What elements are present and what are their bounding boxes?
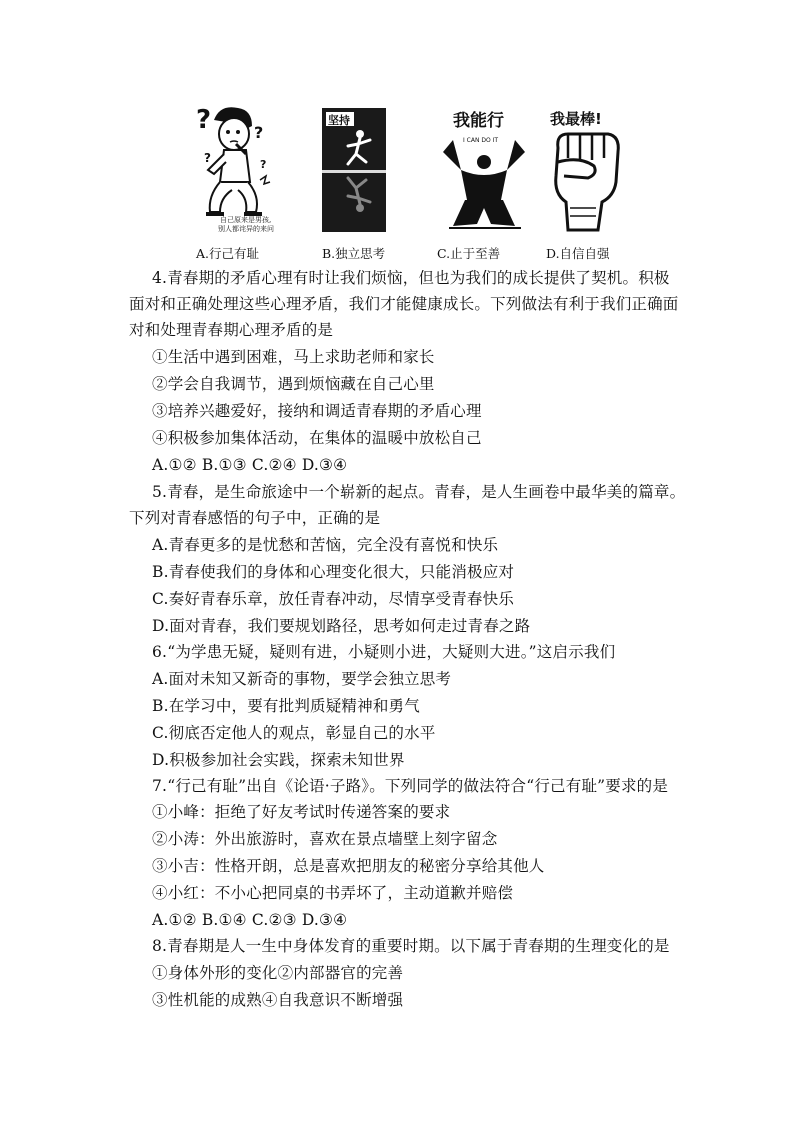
caption-c: C.止于至善 [437,246,501,261]
q6-stem-line-1: 6.“为学患无疑，疑则有进，小疑则小进，大疑则大进。”这启示我们 [152,643,616,661]
q8-stem-line-1: 8.青春期是人一生中身体发育的重要时期。以下属于青春期的生理变化的是 [152,937,670,955]
q7-item-3: ③小吉：性格开朗，总是喜欢把朋友的秘密分享给其他人 [152,857,545,875]
q7-item-4: ④小红：不小心把同桌的书弄坏了，主动道歉并赔偿 [152,884,514,902]
svg-text:别人都诧异的来问: 别人都诧异的来问 [218,225,274,233]
picture-strip [190,100,650,240]
q5-stem-line-1: 5.青春，是生命旅途中一个崭新的起点。青春，是人生画卷中最华美的篇章。 [152,483,686,501]
picture-b [320,100,390,240]
q4-item-4: ④积极参加集体活动，在集体的温暖中放松自己 [152,429,482,447]
kneeling-man-icon [435,100,535,240]
q4-stem-line-3: 对和处理青春期心理矛盾的是 [129,321,334,339]
q6-option-c: C.彻底否定他人的观点，彰显自己的水平 [152,724,436,742]
q6-option-a: A.面对未知又新奇的事物，要学会独立思考 [152,670,452,688]
q4-item-3: ③培养兴趣爱好，接纳和调适青春期的矛盾心理 [152,402,482,420]
picture-a [190,100,290,240]
q5-option-a: A.青春更多的是忧愁和苦恼，完全没有喜悦和快乐 [152,536,499,554]
caption-d: D.自信自强 [546,246,610,261]
q5-option-b: B.青春使我们的身体和心理变化很大，只能消极应对 [152,563,515,581]
q8-item-1: ①身体外形的变化②内部器官的完善 [152,964,404,982]
q7-stem-line-1: 7.“行己有耻”出自《论语·子路》。下列同学的做法符合“行己有耻”要求的是 [152,777,669,795]
svg-text:?: ? [196,105,212,135]
q4-stem-line-2: 面对和正确处理这些心理矛盾，我们才能健康成长。下列做法有利于我们正确面 [129,295,679,313]
q7-item-1: ①小峰：拒绝了好友考试时传递答案的要求 [152,803,451,821]
svg-text:?: ? [254,123,264,142]
svg-text:坚持: 坚持 [328,114,350,127]
q8-item-2: ③性机能的成熟④自我意识不断增强 [152,991,404,1009]
picture-c [435,100,535,240]
caption-a: A.行己有耻 [196,246,260,261]
q6-option-d: D.积极参加社会实践，探索未知世界 [152,751,405,769]
q4-stem-line-1: 4.青春期的矛盾心理有时让我们烦恼，但也为我们的成长提供了契机。积极 [152,269,670,287]
confused-boy-icon [190,100,290,240]
q5-option-d: D.面对青春，我们要规划路径，思考如何走过青春之路 [152,617,531,635]
caption-b: B.独立思考 [322,246,386,261]
svg-text:?: ? [260,158,267,171]
q4-item-1: ①生活中遇到困难，马上求助老师和家长 [152,348,435,366]
svg-text:我能行: 我能行 [453,111,504,131]
picture-d [540,100,640,240]
runner-reflection-icon [320,100,390,240]
q4-item-2: ②学会自我调节，遇到烦恼藏在自己心里 [152,375,435,393]
q7-answer-choices: A.①② B.①④ C.②③ D.③④ [152,911,348,929]
svg-text:我最棒!: 我最棒! [550,110,602,128]
raised-fist-icon [540,100,640,240]
q5-option-c: C.奏好青春乐章，放任青春冲动，尽情享受青春快乐 [152,590,515,608]
q7-item-2: ②小涛：外出旅游时，喜欢在景点墙壁上刻字留念 [152,830,498,848]
q6-option-b: B.在学习中，要有批判质疑精神和勇气 [152,697,420,715]
svg-text:?: ? [204,151,211,165]
q4-answer-choices: A.①② B.①③ C.②④ D.③④ [152,456,348,474]
q5-stem-line-2: 下列对青春感悟的句子中，正确的是 [129,509,381,527]
svg-text:自己原来是男孩,: 自己原来是男孩, [220,216,272,224]
svg-text:I CAN DO IT: I CAN DO IT [463,137,499,144]
